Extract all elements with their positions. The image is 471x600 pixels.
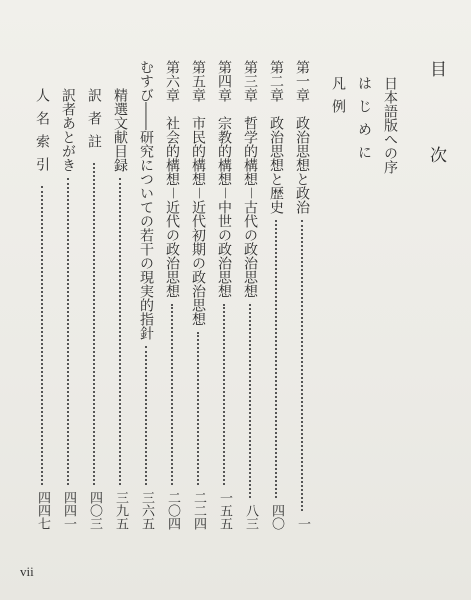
hanrei-label: 凡例 — [330, 76, 346, 122]
bibliography-page: 三九五 — [113, 491, 128, 530]
translator-notes-page: 四〇三 — [87, 491, 102, 530]
chapter-4-label: 第四章 宗教的構想－中世の政治思想 — [216, 60, 232, 298]
leader-dots — [41, 186, 43, 485]
leader-dots — [275, 220, 277, 498]
index-page: 四四七 — [35, 491, 50, 530]
table-of-contents — [29, 60, 449, 530]
leader-dots — [145, 346, 147, 485]
leader-dots — [223, 304, 225, 485]
section-gap — [315, 60, 325, 530]
toc-entry-chapter-6 — [159, 60, 185, 530]
chapter-3-label: 第三章 哲学的構想－古代の政治思想 — [242, 60, 258, 298]
toc-entries — [29, 60, 403, 530]
toc-entry-hajimeni — [351, 60, 377, 530]
toc-entry-index — [29, 60, 55, 530]
toc-entry-translator-notes — [81, 60, 107, 530]
leader-dots — [119, 178, 121, 485]
chapter-3-page: 八三 — [243, 504, 258, 530]
leader-dots — [249, 304, 251, 498]
leader-dots — [301, 220, 303, 511]
toc-entry-chapter-4 — [211, 60, 237, 530]
toc-entry-chapter-2 — [263, 60, 289, 530]
toc-entry-chapter-3 — [237, 60, 263, 530]
musubi-page: 三六五 — [139, 491, 154, 530]
toc-entry-musubi — [133, 60, 159, 530]
leader-dots — [197, 332, 199, 485]
chapter-2-page: 四〇 — [269, 504, 284, 530]
bibliography-label: 精選文献目録 — [112, 88, 128, 172]
chapter-2-label: 第二章 政治思想と歴史 — [268, 60, 284, 214]
leader-dots — [67, 178, 69, 485]
chapter-4-page: 一五五 — [217, 491, 232, 530]
musubi-label: むすび――研究についての若干の現実的指針 — [138, 60, 154, 340]
toc-entry-bibliography — [107, 60, 133, 530]
afterword-label: 訳者あとがき — [60, 88, 76, 172]
toc-entry-afterword — [55, 60, 81, 530]
chapter-1-label: 第一章 政治思想と政治 — [294, 60, 310, 214]
leader-dots — [93, 163, 95, 485]
page-number: vii — [20, 564, 34, 579]
chapter-5-label: 第五章 市民的構想－近代初期の政治思想 — [190, 60, 206, 326]
toc-entry-chapter-1 — [289, 60, 315, 530]
index-label: 人名索引 — [34, 88, 50, 180]
leader-dots — [171, 304, 173, 485]
hajimeni-label: はじめに — [356, 76, 372, 168]
toc-entry-chapter-5 — [185, 60, 211, 530]
chapter-6-page: 二〇四 — [165, 491, 180, 530]
toc-entry-hanrei — [325, 60, 351, 530]
toc-title: 目 次 — [426, 60, 446, 189]
chapter-6-label: 第六章 社会的構想－近代の政治思想 — [164, 60, 180, 298]
afterword-page: 四四一 — [61, 491, 76, 530]
chapter-1-page: 一 — [295, 517, 310, 530]
preface-label: 日本語版への序 — [382, 76, 398, 174]
chapter-5-page: 二二四 — [191, 491, 206, 530]
translator-notes-label: 訳者註 — [86, 88, 102, 157]
toc-entry-preface — [377, 60, 403, 530]
